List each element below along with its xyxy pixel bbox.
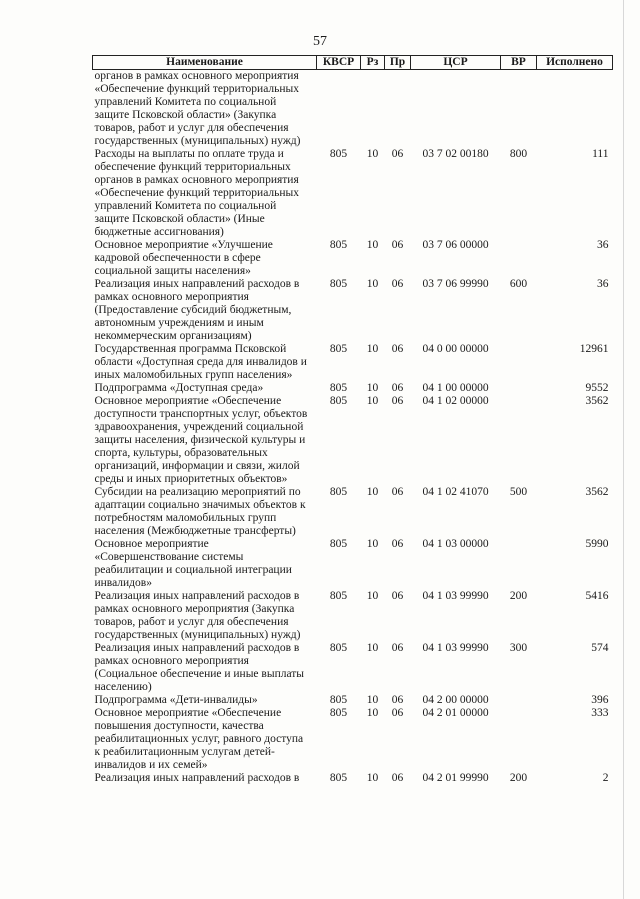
row-executed: 36: [597, 239, 609, 251]
row-rz: 10: [366, 538, 379, 550]
table-row: [93, 239, 613, 278]
row-vr: 500: [509, 486, 528, 498]
row-csr: 03 7 06 99990: [422, 278, 489, 290]
table-row: [93, 382, 613, 395]
header-vr: ВР: [501, 56, 537, 70]
header-kvsr: КВСР: [317, 56, 361, 70]
row-name: Реализация иных направлений расходов в: [94, 772, 300, 784]
row-name: Основное мероприятие «Совершенствование системы реабилитации и социальной интеграции инвалидов»: [94, 538, 292, 589]
row-pr: [385, 70, 411, 149]
row-executed: 3562: [585, 486, 609, 498]
table-row: [93, 148, 613, 239]
row-pr: 06: [391, 148, 404, 160]
row-csr: 04 1 02 41070: [422, 486, 489, 498]
row-rz: 10: [366, 395, 379, 407]
row-vr: [501, 239, 537, 278]
row-vr: 800: [509, 148, 528, 160]
table-row: [93, 772, 613, 785]
row-kvsr: 805: [329, 395, 348, 407]
row-csr: 04 2 00 00000: [422, 694, 489, 706]
row-pr: 06: [391, 538, 404, 550]
header-rz: Рз: [361, 56, 385, 70]
row-rz: 10: [366, 590, 379, 602]
table-row: [93, 590, 613, 642]
row-rz: 10: [366, 694, 379, 706]
row-name: Основное мероприятие «Обеспечение доступности транспортных услуг, объектов здравоохранения, учреждений социальной защиты населения, физической культуры и спорта, культуры, образовательных организаций, информации и связи, жилой среды и иных приоритетных объектов»: [94, 395, 308, 485]
row-executed: 333: [591, 707, 609, 719]
page-number: 57: [313, 34, 327, 49]
row-vr: [501, 707, 537, 772]
row-csr: 04 1 02 00000: [422, 395, 489, 407]
row-kvsr: 805: [329, 148, 348, 160]
table-row: [93, 707, 613, 772]
table-body: [93, 70, 613, 786]
row-csr: 04 1 00 00000: [422, 382, 489, 394]
row-pr: 06: [391, 382, 404, 394]
row-name: Государственная программа Псковской области «Доступная среда для инвалидов и иных маломобильных групп населения»: [94, 343, 307, 381]
row-kvsr: 805: [329, 707, 348, 719]
row-rz: 10: [366, 278, 379, 290]
row-executed: 2: [602, 772, 609, 784]
row-vr: [501, 395, 537, 486]
row-csr: 04 1 03 99990: [422, 642, 489, 654]
row-vr: 200: [509, 772, 528, 784]
row-vr: 200: [509, 590, 528, 602]
row-csr: [411, 70, 501, 149]
row-pr: 06: [391, 239, 404, 251]
row-executed: 36: [597, 278, 609, 290]
row-kvsr: 805: [329, 382, 348, 394]
page-edge-line: [623, 0, 624, 899]
row-executed: 5990: [585, 538, 609, 550]
row-csr: 04 2 01 00000: [422, 707, 489, 719]
row-executed: 3562: [585, 395, 609, 407]
row-pr: 06: [391, 278, 404, 290]
row-kvsr: 805: [329, 772, 348, 784]
row-pr: 06: [391, 343, 404, 355]
row-kvsr: 805: [329, 538, 348, 550]
row-kvsr: 805: [329, 590, 348, 602]
table-row: [93, 278, 613, 343]
row-rz: 10: [366, 239, 379, 251]
header-executed: Исполнено: [537, 56, 613, 70]
row-kvsr: 805: [329, 343, 348, 355]
row-executed: 574: [591, 642, 609, 654]
row-kvsr: 805: [329, 239, 348, 251]
row-kvsr: 805: [329, 694, 348, 706]
row-name: Основное мероприятие «Улучшение кадровой обеспеченности в сфере социальной защиты населения»: [94, 239, 273, 277]
row-vr: [501, 538, 537, 590]
row-kvsr: 805: [329, 278, 348, 290]
header-pr: Пр: [385, 56, 411, 70]
row-executed: 396: [591, 694, 609, 706]
expenditure-table: [92, 55, 613, 785]
row-vr: [501, 343, 537, 382]
row-pr: 06: [391, 590, 404, 602]
row-name: Реализация иных направлений расходов в рамках основного мероприятия (Социальное обеспечение и иные выплаты населению): [94, 642, 305, 693]
row-rz: 10: [366, 382, 379, 394]
row-name: Реализация иных направлений расходов в рамках основного мероприятия (Предоставление субсидий бюджетным, автономным учреждениям и иным некоммерческим организациям): [94, 278, 300, 342]
row-vr: [501, 694, 537, 707]
row-rz: 10: [366, 343, 379, 355]
table-row: [93, 642, 613, 694]
row-name: Подпрограмма «Доступная среда»: [94, 382, 264, 394]
row-vr: [501, 382, 537, 395]
row-name: Расходы на выплаты по оплате труда и обеспечение функций территориальных органов в рамках основного мероприятия «Обеспечение функций территориальных управлений Комитета по социальной защите Псковской области» (Иные бюджетные ассигнования): [94, 148, 300, 238]
row-rz: 10: [366, 148, 379, 160]
table-row: [93, 395, 613, 486]
row-rz: [361, 70, 385, 149]
row-kvsr: [317, 70, 361, 149]
row-name: Реализация иных направлений расходов в рамках основного мероприятия (Закупка товаров, работ и услуг для обеспечения государственных (муниципальных) нужд): [94, 590, 301, 641]
row-pr: 06: [391, 642, 404, 654]
row-csr: 04 2 01 99990: [422, 772, 489, 784]
row-executed: [537, 70, 613, 149]
row-rz: 10: [366, 642, 379, 654]
table-row: [93, 70, 613, 149]
row-name: органов в рамках основного мероприятия «Обеспечение функций территориальных управлений Комитета по социальной защите Псковской области» (Закупка товаров, работ и услуг для обеспечения государственных (муниципальных) нужд): [94, 70, 301, 147]
row-pr: 06: [391, 707, 404, 719]
row-pr: 06: [391, 772, 404, 784]
row-pr: 06: [391, 486, 404, 498]
row-csr: 04 1 03 00000: [422, 538, 489, 550]
table-row: [93, 694, 613, 707]
table-header-row: [93, 56, 613, 70]
row-vr: 600: [509, 278, 528, 290]
table-row: [93, 343, 613, 382]
row-rz: 10: [366, 772, 379, 784]
row-rz: 10: [366, 486, 379, 498]
row-name: Основное мероприятие «Обеспечение повышения доступности, качества реабилитационных услуг, равного доступа к реабилитационным услугам детей-инвалидов и их семей»: [94, 707, 304, 771]
header-csr: ЦСР: [411, 56, 501, 70]
row-vr: 300: [509, 642, 528, 654]
row-rz: 10: [366, 707, 379, 719]
row-executed: 9552: [585, 382, 609, 394]
row-pr: 06: [391, 694, 404, 706]
row-name: Подпрограмма «Дети-инвалиды»: [94, 694, 258, 706]
row-executed: 12961: [579, 343, 609, 355]
row-kvsr: 805: [329, 642, 348, 654]
row-csr: 04 0 00 00000: [422, 343, 489, 355]
row-csr: 03 7 06 00000: [422, 239, 489, 251]
table-row: [93, 486, 613, 538]
row-csr: 04 1 03 99990: [422, 590, 489, 602]
row-kvsr: 805: [329, 486, 348, 498]
row-pr: 06: [391, 395, 404, 407]
row-executed: 111: [592, 148, 609, 160]
row-vr: [501, 70, 537, 149]
row-name: Субсидии на реализацию мероприятий по адаптации социально значимых объектов к потребностям маломобильных групп населения (Межбюджетные трансферты): [94, 486, 306, 537]
header-name: Наименование: [93, 56, 317, 70]
row-executed: 5416: [585, 590, 609, 602]
table-row: [93, 538, 613, 590]
row-csr: 03 7 02 00180: [422, 148, 489, 160]
